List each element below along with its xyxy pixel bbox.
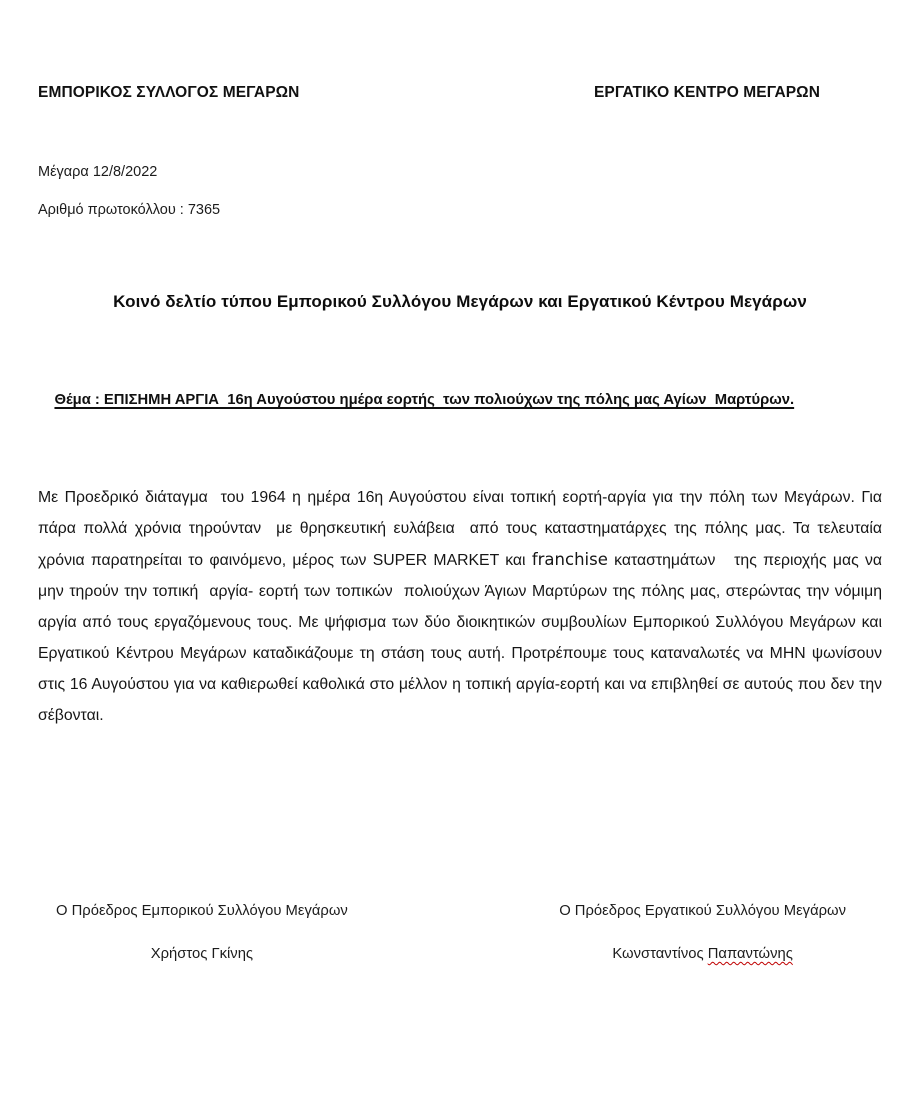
right-signer-name <box>559 944 846 964</box>
left-signer-role: Ο Πρόεδρος Εμπορικού Συλλόγου Μεγάρων <box>56 903 348 919</box>
right-organization-name: ΕΡΓΑΤΙΚΟ ΚΕΝΤΡΟ ΜΕΓΑΡΩΝ <box>593 84 820 101</box>
document-meta <box>38 162 882 220</box>
right-signer-last-name-spellcheck: Παπαντώνης <box>707 946 793 962</box>
subject-text: Θέμα : ΕΠΙΣΗΜΗ ΑΡΓΙΑ 16η Αυγούστου ημέρα εορτής των πολιούχων της πόλης μας Αγίων Μαρτύρων. <box>54 392 795 408</box>
left-signer-name: Χρήστος Γκίνης <box>150 946 254 962</box>
body-text-franchise: franchise <box>531 550 608 569</box>
body-text-part1: Με Προεδρικό διάταγμα του 1964 η ημέρα 16η Αυγούστου είναι τοπική εορτή-αργία για την πόλη των Μεγάρων. Για πάρα πολλά χρόνια τηρούνταν με θρησκευτική ευλάβεια από τους καταστηματάρχες της πόλης μας. Τα τελευταία χρόνια παρατηρείται το φαινόμενο, μέρος των SUPER MARKET και <box>38 489 887 569</box>
signature-row <box>38 901 882 964</box>
left-signature-block <box>56 901 348 964</box>
body-paragraph <box>38 482 887 731</box>
protocol-number: Αριθμό πρωτοκόλλου : 7365 <box>38 202 221 218</box>
place-and-date: Μέγαρα 12/8/2022 <box>38 164 158 180</box>
left-organization-name: ΕΜΠΟΡΙΚΟΣ ΣΥΛΛΟΓΟΣ ΜΕΓΑΡΩΝ <box>38 84 300 101</box>
right-signature-block <box>559 901 846 964</box>
subject-line <box>38 376 882 424</box>
body-text-part2: καταστημάτων της περιοχής μας να μην τηρούν την τοπική αργία- εορτή των τοπικών πολιούχων Άγιων Μαρτύρων της πόλης μας, στερώντας την νόμιμη αργία από τους εργαζόμενους τους. Με ψήφισμα των δύο διοικητικών συμβουλίων Εμπορικού Συλλόγου Μεγάρων και Εργατικού Κέντρου Μεγάρων καταδικάζουμε τη στάση τους αυτή. Προτρέπουμε τους καταναλωτές να ΜΗΝ ψωνίσουν στις 16 Αυγούστου για να καθιερωθεί καθολικά στο μέλλον η τοπική αργία-εορτή και να επιβληθεί σε αυτούς που δεν την σέβονται. <box>38 552 887 724</box>
right-signer-first-name: Κωνσταντίνος <box>612 946 708 962</box>
document-title: Κοινό δελτίο τύπου Εμπορικού Συλλόγου Μεγάρων και Εργατικού Κέντρου Μεγάρων <box>113 292 807 311</box>
right-signer-role: Ο Πρόεδρος Εργατικού Συλλόγου Μεγάρων <box>559 903 846 919</box>
organization-header <box>38 84 882 102</box>
